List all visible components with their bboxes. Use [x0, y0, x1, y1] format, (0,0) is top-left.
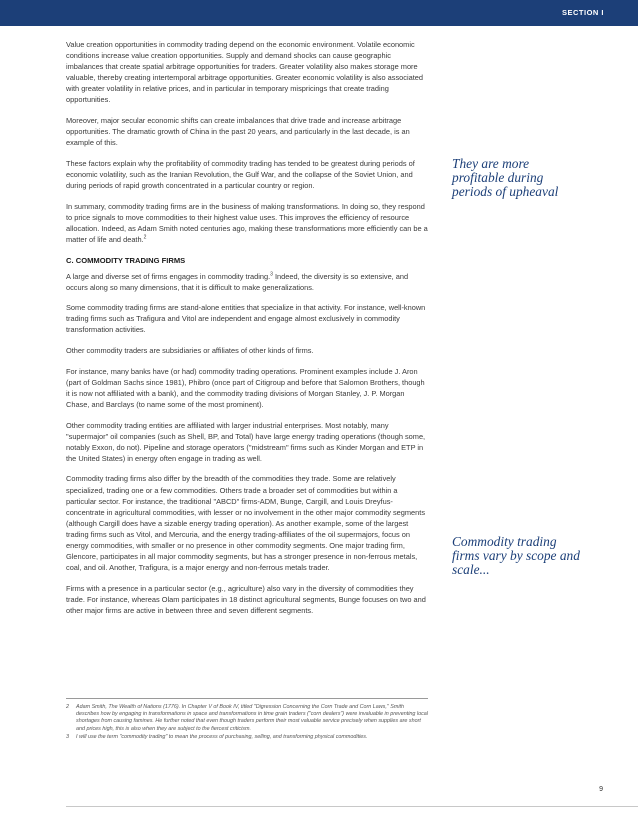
paragraph-banks: For instance, many banks have (or had) commodity trading operations. Prominent examples include J. Aron (part of Goldman Sachs since 1981), Phibro (once part of Citigroup and before that Salomon Brothers, though it is now not affiliated with a bank), and the commodity trading divisions of Morgan Stanley, J. P. Morgan Chase, and Barclays (to name some of the most prominent). — [66, 366, 425, 409]
paragraph-subsidiaries: Other commodity traders are subsidiaries or affiliates of other kinds of firms. — [66, 346, 314, 356]
footnote-2 — [66, 704, 428, 733]
paragraph-secular-shifts: Moreover, major secular economic shifts can create imbalances that drive trade and increase arbitrage opportunities. The dramatic growth of China in the past 20 years, and particularly in the last decade, is an example of this. — [66, 116, 410, 148]
paragraph-summary — [66, 201, 428, 245]
main-text-column — [66, 39, 428, 626]
section-heading: C. COMMODITY TRADING FIRMS — [66, 255, 186, 265]
footnote-number: 3 — [66, 733, 69, 740]
footnote-text: I will use the term "commodity trading" to mean the process of purchasing, selling, and transforming physical commodities. — [76, 733, 368, 740]
footnote-3 — [66, 734, 428, 741]
paragraph-diverse-firms — [66, 271, 428, 293]
footnotes — [66, 698, 428, 742]
paragraph-summary-text: In summary, commodity trading firms are in the business of making transformations. In doing so, they respond to price signals to move commodities to their highest value uses. This improves the efficiency of resource allocation. Indeed, as Adam Smith noted centuries ago, making these transformations more efficiently can be a matter of life and death. — [66, 201, 428, 244]
paragraph-diverse-firms-rest: Indeed, the diversity is so extensive, and occurs along so many dimensions, that it is difficult to make generalizations. — [66, 271, 409, 292]
paragraph-diverse-firms-text: A large and diverse set of firms engages in commodity trading. — [66, 271, 271, 281]
paragraph-diversity: Firms with a presence in a particular sector (e.g., agriculture) also vary in the diversity of commodities they trade. For instance, whereas Olam participates in 18 distinct agricultural segments, Bunge focuses on two and other major firms are active in between three and seven different segments. — [66, 583, 426, 615]
page-number: 9 — [599, 786, 603, 793]
footnote-ref-2: 2 — [143, 234, 147, 241]
section-label: SECTION I — [561, 8, 604, 17]
footnote-text: Adam Smith, The Wealth of Nations (1776). In Chapter V of Book IV, titled "Digression Concerning the Corn Trade and Corn Laws," Smith describes how by engaging in transformations in space and transformations in time grain traders ("corn dealers") were invaluable in preventing local shortages from causing famines. He further noted that even though traders perform their most valuable service precisely when supplies are short and prices high, this is also when they are subject to the fiercest criticism. — [76, 704, 429, 732]
pullquote-upheaval: They are more profitable during periods of upheaval — [452, 156, 559, 200]
bottom-rule — [66, 806, 638, 807]
paragraph-breadth: Commodity trading firms also differ by the breadth of the commodities they trade. Some are relatively specialized, trading one or a few commodities. Others trade a broader set of commodities but within a particular sector. For instance, the traditional "ABCD" firms-ADM, Bunge, Cargill, and Louis Dreyfus-concentrate in agricultural commodities, with lesser or no involvement in the other major commodity segments (although Cargill does have a sizable energy trading operation). As another example, some of the largest trading firms such as Vitol, and Mercuria, and the energy trading-affiliates of the oil supermajors, focus on energy commodities, with smaller or no presence in other commodity segments. One major trading firm, Glencore, participates in all major commodity segments, but has a stronger presence in non-ferrous metals, coal, and oil. Another, Trafigura, is a major energy and non-ferrous metals trader. — [66, 474, 426, 573]
paragraph-volatility: Value creation opportunities in commodity trading depend on the economic environment. Volatile economic conditions increase value creation opportunities. Supply and demand shocks can cause geographic imbalances that create spatial arbitrage opportunities for traders. Greater volatility also makes storage more valuable, thereby creating intertemporal arbitrage opportunities. Greater economic volatility is also associated with greater volatility in relative prices, and in particular in temporary mispricings that create trading opportunities. — [66, 40, 423, 105]
pullquote-scope: Commodity trading firms vary by scope and scale... — [452, 534, 580, 578]
paragraph-industrial: Other commodity trading entities are affiliated with larger industrial enterprises. Most notably, many "supermajor" oil companies (such as Shell, BP, and Total) have large energy trading operations (though some, notably Exxon, do not). Pipeline and storage operators ("midstream" firms such as Kinder Morgan and ETP in the United States) in energy often engage in trading as well. — [66, 420, 426, 463]
footnote-ref-3: 3 — [270, 271, 273, 278]
footnote-number: 2 — [66, 704, 69, 710]
section-header-bar — [0, 0, 638, 26]
paragraph-standalone: Some commodity trading firms are stand-alone entities that specialize in that activity. For instance, well-known trading firms such as Trafigura and Vitol are independent and engage almost exclusively in commodity transformation activities. — [66, 303, 426, 335]
paragraph-profitability: These factors explain why the profitability of commodity trading has tended to be greatest during periods of economic volatility, such as the Iranian Revolution, the Gulf War, and the collapse of the Soviet Union, and during periods of rapid growth concentrated in a particular country or region. — [66, 158, 415, 191]
